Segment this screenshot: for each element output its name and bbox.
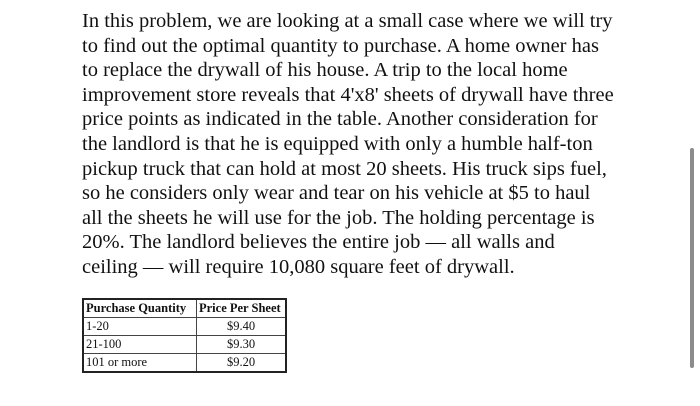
scrollbar-thumb[interactable]: [690, 148, 694, 368]
problem-line: improvement store reveals that 4'x8' sheets of drywall have three: [82, 83, 614, 106]
problem-line: to replace the drywall of his house. A trip to the local home: [82, 59, 568, 82]
problem-line: In this problem, we are looking at a small case where we will try: [82, 10, 613, 32]
quantity-cell: 1-20: [83, 318, 197, 336]
problem-line: the landlord is that he is equipped with only a humble half-ton: [82, 132, 593, 155]
price-cell: $9.20: [197, 354, 287, 373]
price-cell: $9.40: [197, 318, 287, 336]
problem-line: price points as indicated in the table. Another consideration for: [82, 108, 598, 131]
quantity-cell: 101 or more: [83, 354, 197, 373]
price-table: [82, 298, 287, 373]
problem-line: pickup truck that can hold at most 20 sheets. His truck sips fuel,: [82, 157, 607, 180]
problem-statement: [82, 9, 642, 280]
problem-line: all the sheets he will use for the job. The holding percentage is: [82, 206, 595, 229]
table-row: [83, 336, 286, 354]
problem-line: ceiling — will require 10,080 square feet of drywall.: [82, 255, 515, 278]
table-header-row: [83, 299, 286, 318]
price-cell: $9.30: [197, 336, 287, 354]
table-row: [83, 318, 286, 336]
problem-line: 20%. The landlord believes the entire job — all walls and: [82, 231, 555, 254]
table-row: [83, 354, 286, 373]
quantity-cell: 21-100: [83, 336, 197, 354]
problem-line: to find out the optimal quantity to purchase. A home owner has: [82, 34, 599, 57]
header-price-per-sheet: Price Per Sheet: [197, 299, 287, 318]
problem-line: so he considers only wear and tear on his vehicle at $5 to haul: [82, 182, 591, 205]
header-purchase-quantity: Purchase Quantity: [83, 299, 197, 318]
